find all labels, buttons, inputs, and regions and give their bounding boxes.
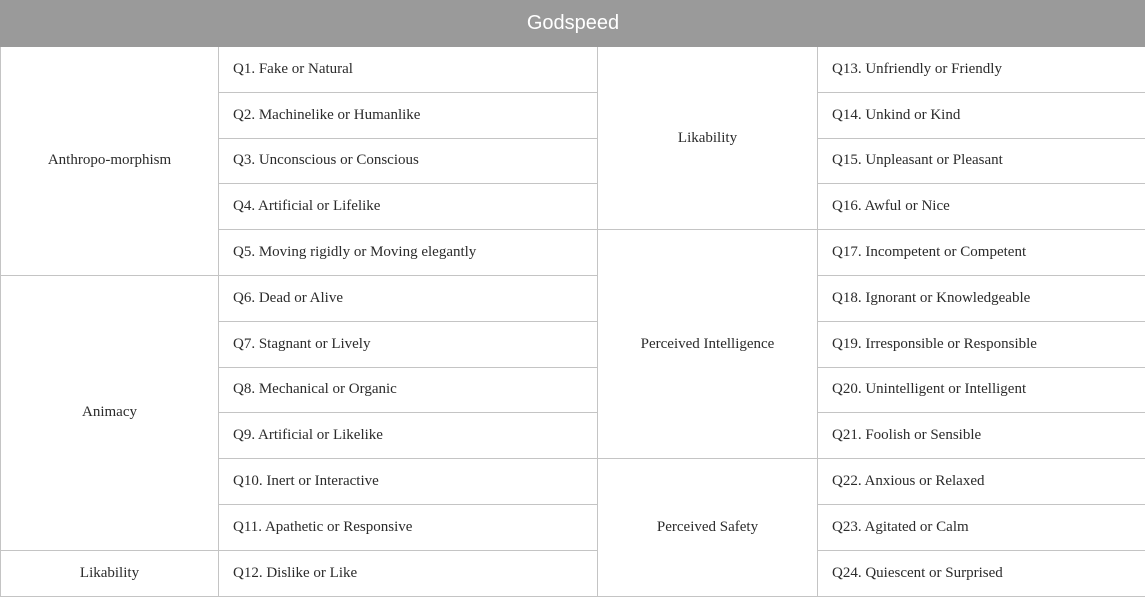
item-cell-q22: Q22. Anxious or Relaxed <box>818 459 1145 505</box>
dimension-cell-animacy: Animacy <box>1 275 219 550</box>
dimension-cell-likability-right: Likability <box>598 47 818 230</box>
item-cell-q7: Q7. Stagnant or Lively <box>219 321 598 367</box>
dimension-cell-anthropomorphism: Anthropo-morphism <box>1 47 219 276</box>
dimension-cell-perceived-safety: Perceived Safety <box>598 459 818 596</box>
item-cell-q14: Q14. Unkind or Kind <box>818 92 1145 138</box>
item-cell-q19: Q19. Irresponsible or Responsible <box>818 321 1145 367</box>
item-cell-q3: Q3. Unconscious or Conscious <box>219 138 598 184</box>
item-cell-q23: Q23. Agitated or Calm <box>818 504 1145 550</box>
item-cell-q21: Q21. Foolish or Sensible <box>818 413 1145 459</box>
table-row <box>1 275 1145 321</box>
item-cell-q12: Q12. Dislike or Like <box>219 550 598 596</box>
item-cell-q11: Q11. Apathetic or Responsive <box>219 504 598 550</box>
item-cell-q20: Q20. Unintelligent or Intelligent <box>818 367 1145 413</box>
item-cell-q13: Q13. Unfriendly or Friendly <box>818 47 1145 93</box>
item-cell-q2: Q2. Machinelike or Humanlike <box>219 92 598 138</box>
table-row <box>1 47 1145 93</box>
item-cell-q6: Q6. Dead or Alive <box>219 275 598 321</box>
item-cell-q16: Q16. Awful or Nice <box>818 184 1145 230</box>
item-cell-q1: Q1. Fake or Natural <box>219 47 598 93</box>
item-cell-q9: Q9. Artificial or Likelike <box>219 413 598 459</box>
dimension-cell-likability-left: Likability <box>1 550 219 596</box>
item-cell-q18: Q18. Ignorant or Knowledgeable <box>818 275 1145 321</box>
item-cell-q15: Q15. Unpleasant or Pleasant <box>818 138 1145 184</box>
table-row <box>1 550 1145 596</box>
item-cell-q24: Q24. Quiescent or Surprised <box>818 550 1145 596</box>
dimension-cell-perceived-intelligence: Perceived Intelligence <box>598 230 818 459</box>
item-cell-q10: Q10. Inert or Interactive <box>219 459 598 505</box>
item-cell-q8: Q8. Mechanical or Organic <box>219 367 598 413</box>
item-cell-q5: Q5. Moving rigidly or Moving elegantly <box>219 230 598 276</box>
table-title: Godspeed <box>1 1 1145 47</box>
item-cell-q4: Q4. Artificial or Lifelike <box>219 184 598 230</box>
item-cell-q17: Q17. Incompetent or Competent <box>818 230 1145 276</box>
